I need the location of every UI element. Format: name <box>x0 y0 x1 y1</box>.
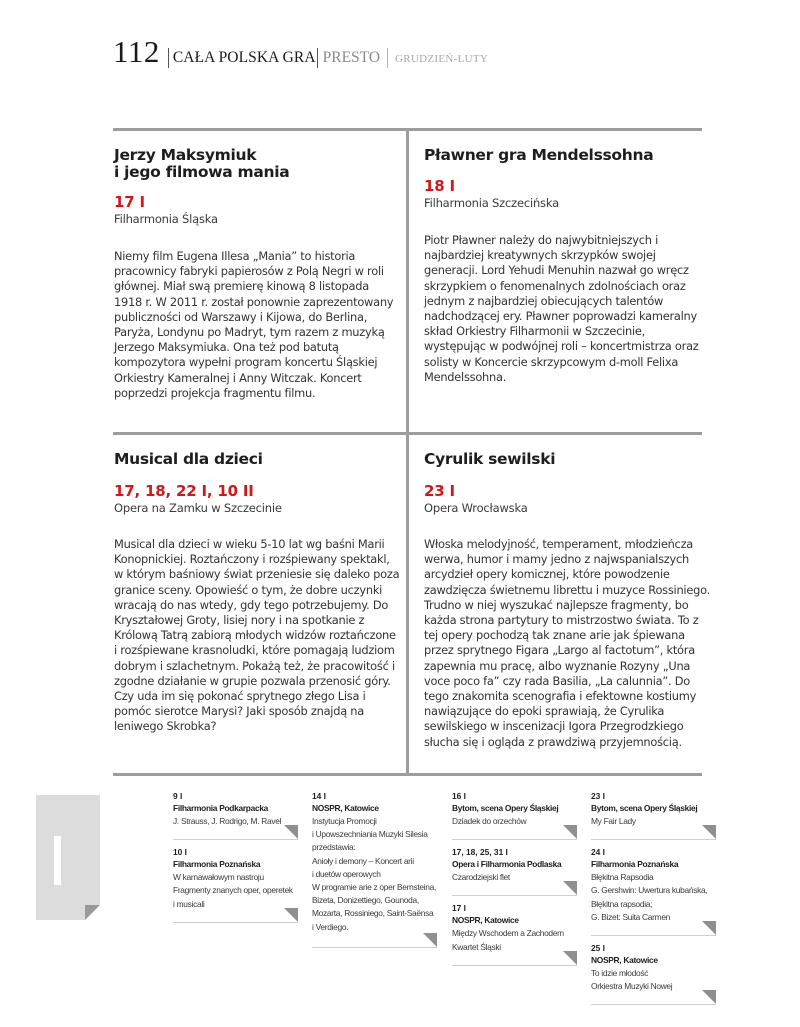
corner-fold-icon <box>702 921 716 935</box>
listing-entry <box>173 790 303 840</box>
article-title-line: Pławner gra Mendelssohna <box>424 146 654 164</box>
listing-venue: Opera i Filharmonia Podlaska <box>452 859 562 870</box>
corner-fold-icon <box>284 825 298 839</box>
listing-line: W karnawałowym nastroju <box>173 872 264 883</box>
listing-date: 10 I <box>173 847 187 858</box>
listing-line: i Upowszechniania Muzyki Silesia <box>312 829 428 840</box>
article-body: Włoska melodyjność, temperament, młodzieńcza werwa, humor i mamy jedno z najwspanialszych arcydzieł opery komicznej, które powodzenie zawdzięcza świetnemu librettu i muzyce Rossiniego. Trudno w niej wyszukać najlepsze fragmenty, bo każda strona partytury to mistrzostwo świata. To z tej opery pochodzą tak znane arie jak śpiewana przez sprytnego Figara „Largo al factotum”, która zapewnia mu pracę, albo wyznanie Rozyny „Una voce poco fa” czy rada Basilia, „La calunnia”. Do tego znakomita scenografia i efektowne kostiumy nawiązujące do epoki sprawiają, że Cyrulika sewilskiego w inscenizacji Igora Przegrodzkiego słucha się i ogląda z prawdziwą przyjemnością. <box>424 537 710 749</box>
listing-entry <box>312 790 442 948</box>
article-body: Piotr Pławner należy do najwybitniejszych i najbardziej kreatywnych skrzypków swojej generacji. Lord Yehudi Menuhin nazwał go wręcz skrzypkiem o fenomenalnych zdolnościach oraz jednym z najbardziej obiecujących talentów nadchodzącej ery. Pławner poprowadzi kameralny skład Orkiestry Filharmonii w Szczecinie, występując w podwójnej roli – koncertmistrza oraz solisty w Koncercie skrzypcowym d-moll Felixa Mendelssohna. <box>424 233 699 384</box>
listing-venue: NOSPR, Katowice <box>312 803 379 813</box>
article-musical <box>114 451 400 735</box>
listing-line: G. Gershwin: Uwertura kubańska, <box>591 885 708 896</box>
header-divider <box>387 48 388 68</box>
listings-rule <box>113 773 702 776</box>
article-body: Musical dla dzieci w wieku 5-10 lat wg baśni Marii Konopnickiej. Roztańczony i rozśpiewany spektakl, w którym baśniowy świat przeniesie się daleko poza granice sceny. Opowieść o tym, że dobre uczynki wracają do nas wtedy, gdy tego potrzebujemy. Do Kryształowej Groty, lisiej nory i na spotkanie z Królową Tatrą zabiorą młodych widzów roztańczone i rozśpiewane krasnoludki, które pomagają ludziom dobrym i szlachetnym. Pokażą też, że pracowitość i zgodne działanie w grupie pozwala przenosić góry. Czy uda im się pokonać sprytnego złego Lisa i pomóc sierotce Marysi? Jaki sposób znajdą na leniwego Skrobka? <box>114 537 400 734</box>
listing-line: i musicali <box>173 898 205 909</box>
listing-line: przedstawia: <box>312 842 356 853</box>
listing-line: Bizeta, Donizettiego, Gounoda, <box>312 895 419 906</box>
article-date: 17 I <box>114 193 145 211</box>
article-title <box>114 147 400 181</box>
article-date: 23 I <box>424 482 455 500</box>
month-tab <box>36 795 100 920</box>
listing-entry <box>591 846 721 936</box>
article-title-line: Jerzy Maksymiuk <box>114 146 257 164</box>
header-divider <box>317 48 318 68</box>
article-title <box>424 147 710 164</box>
article-maksymiuk <box>114 147 400 401</box>
listing-line: Błękitna rapsodia; <box>591 898 653 909</box>
listing-date: 25 I <box>591 943 605 954</box>
listing-entry <box>452 902 582 965</box>
article-date: 17, 18, 22 I, 10 II <box>114 482 254 500</box>
article-venue: Opera Wrocławska <box>424 501 528 515</box>
listing-venue: Filharmonia Podkarpacka <box>173 803 269 813</box>
corner-fold-icon <box>563 881 577 895</box>
listing-entry <box>173 846 303 923</box>
page-number: 112 <box>113 34 160 69</box>
listing-venue: Filharmonia Poznańska <box>173 859 261 870</box>
article-cyrulik <box>424 451 710 750</box>
corner-fold-icon <box>563 825 577 839</box>
article-title-line: Musical dla dzieci <box>114 450 263 468</box>
listing-venue: Bytom, scena Opery Śląskiej <box>591 803 698 813</box>
listing-date: 17 I <box>452 903 466 914</box>
listing-date: 24 I <box>591 847 605 858</box>
listing-venue: Filharmonia Poznańska <box>591 859 679 870</box>
listing-line: My Fair Lady <box>591 816 636 826</box>
article-venue: Filharmonia Śląska <box>114 212 218 226</box>
article-title <box>114 451 400 468</box>
listing-line: Fragmenty znanych oper, operetek <box>173 885 293 896</box>
listings-column <box>173 790 303 929</box>
listing-line: Błękitna Rapsodia <box>591 872 654 883</box>
section-name: CAŁA POLSKA GRA <box>172 49 316 66</box>
listing-date: 17, 18, 25, 31 I <box>452 847 508 858</box>
center-rule <box>406 128 409 774</box>
article-title-line: Cyrulik sewilski <box>424 450 556 468</box>
listing-entry <box>452 846 582 896</box>
listing-entry <box>452 790 582 840</box>
listing-venue: NOSPR, Katowice <box>452 915 519 926</box>
listings-column <box>452 790 582 972</box>
listing-venue: NOSPR, Katowice <box>591 955 658 966</box>
middle-rule <box>113 432 702 435</box>
listing-line: Orkiestra Muzyki Nowej <box>591 981 673 992</box>
article-venue: Opera na Zamku w Szczecinie <box>114 501 282 515</box>
article-title-line: i jego filmowa mania <box>114 163 290 181</box>
listing-line: i duetów operowych <box>312 868 381 879</box>
listing-line: i Verdiego. <box>312 921 349 932</box>
listing-date: 14 I <box>312 791 326 801</box>
page-header <box>113 34 488 74</box>
corner-fold-icon <box>423 933 437 947</box>
listing-line: Mozarta, Rossiniego, Saint-Saënsa <box>312 908 434 919</box>
article-body: Niemy film Eugena Illesa „Mania” to historia pracownicy fabryki papierosów z Polą Negri w roli głównej. Miał swą premierę kinową 8 listopada 1918 r. W 2011 r. został ponownie zaprezentowany publiczności od Warszawy i Kijowa, do Berlina, Paryża, Londynu po Madryt, tym razem z muzyką Jerzego Maksymiuka. Ona też pod batutą kompozytora wypełni program koncertu Śląskiej Orkiestry Kameralnej i Anny Witczak. Koncert poprzedzi projekcja fragmentu filmu. <box>114 249 394 400</box>
article-date: 18 I <box>424 177 455 195</box>
issue-label: GRUDZIEŃ-LUTY <box>395 53 489 65</box>
listing-line: G. Bizet: Suita Carmen <box>591 911 671 922</box>
corner-fold-icon <box>702 990 716 1004</box>
listing-line: Dziadek do orzechów <box>452 816 527 826</box>
listing-line: Kwartet Śląski <box>452 941 501 952</box>
listing-line: Czarodziejski flet <box>452 872 510 883</box>
magazine-name: PRESTO <box>322 49 381 66</box>
listing-line: Między Wschodem a Zachodem <box>452 928 564 939</box>
listing-venue: Bytom, scena Opery Śląskiej <box>452 803 559 813</box>
listing-date: 9 I <box>173 791 183 801</box>
listing-line: To idzie młodość <box>591 968 649 979</box>
listing-entry <box>591 790 721 840</box>
article-plawner <box>424 147 710 385</box>
listing-line: Instytucja Promocji <box>312 816 377 826</box>
listing-line: W programie arie z oper Bernsteina, <box>312 882 437 893</box>
listing-date: 23 I <box>591 791 605 801</box>
listing-date: 16 I <box>452 791 466 801</box>
article-venue: Filharmonia Szczecińska <box>424 196 559 210</box>
article-title <box>424 451 710 468</box>
page-fold-icon <box>85 905 100 920</box>
listings-column <box>591 790 721 1011</box>
header-divider <box>168 48 169 68</box>
listing-entry <box>591 942 721 1005</box>
listings-column <box>312 790 442 954</box>
corner-fold-icon <box>563 951 577 965</box>
listing-line: Anioły i demony – Koncert arii <box>312 855 414 866</box>
corner-fold-icon <box>284 908 298 922</box>
corner-fold-icon <box>702 825 716 839</box>
month-numeral-i <box>54 836 61 885</box>
listing-line: J. Strauss, J. Rodrigo, M. Ravel <box>173 816 282 826</box>
